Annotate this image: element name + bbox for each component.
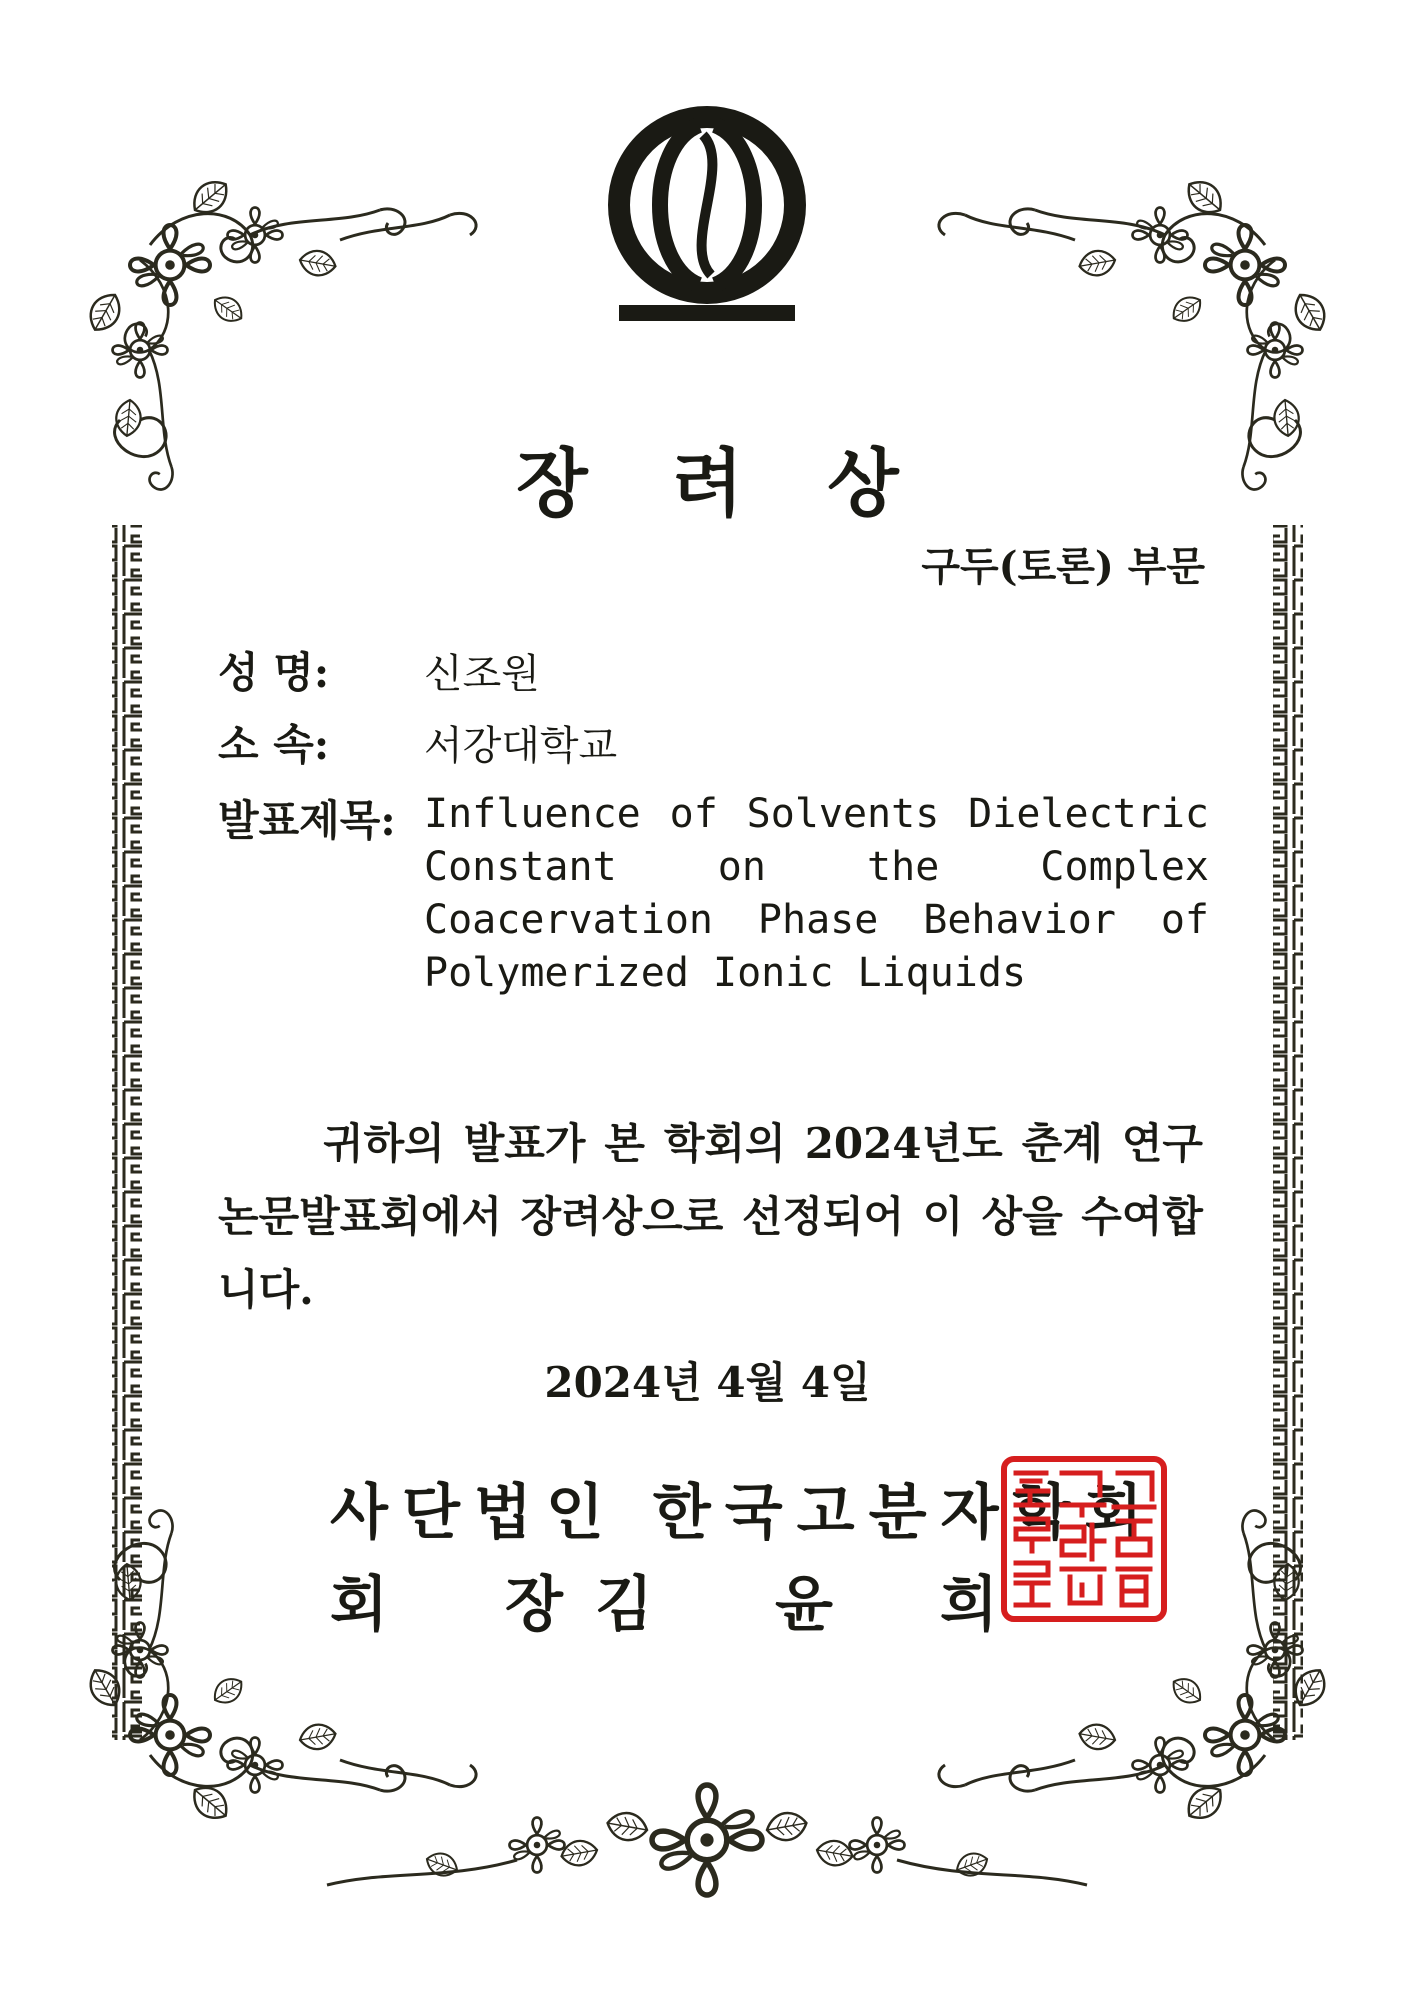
- award-date: 2024년 4월 4일: [544, 1358, 871, 1407]
- presentation-title: Influence of Solvents Dielectric Constant on the Complex Coacervation Phase Behavior of Polymerized Ionic Liquids: [424, 791, 1209, 996]
- president-title-char: 장: [505, 1570, 563, 1640]
- title-char: 장: [516, 441, 588, 527]
- bottom-garland: [327, 1785, 1087, 1895]
- title-char: 려: [671, 441, 744, 527]
- organization-name: 사단법인 한국고분자학회: [330, 1478, 1157, 1548]
- title-char: 상: [827, 441, 899, 527]
- official-seal-stamp: [1000, 1455, 1168, 1623]
- award-statement: 귀하의 발표가 본 학회의 2024년도 춘계 연구 논문발표회에서 장려상으로 선정되어 이 상을 수여합니다.: [218, 1119, 1203, 1314]
- affiliation-value: 서강대학교: [424, 723, 618, 769]
- award-division: 구두(토론) 부문: [921, 543, 1205, 590]
- name-label: 성 명:: [218, 648, 330, 697]
- presentation-label: 발표제목:: [218, 796, 396, 845]
- president-title-char: 회: [330, 1570, 388, 1640]
- certificate-title: [0, 425, 1415, 531]
- president-name-char: 김: [595, 1570, 653, 1640]
- affiliation-label: 소 속:: [218, 720, 330, 769]
- president-name-char: 윤: [775, 1570, 833, 1640]
- society-emblem-icon: [619, 117, 795, 321]
- name-value: 신조원: [424, 651, 540, 697]
- president-name-char: 희: [940, 1570, 998, 1640]
